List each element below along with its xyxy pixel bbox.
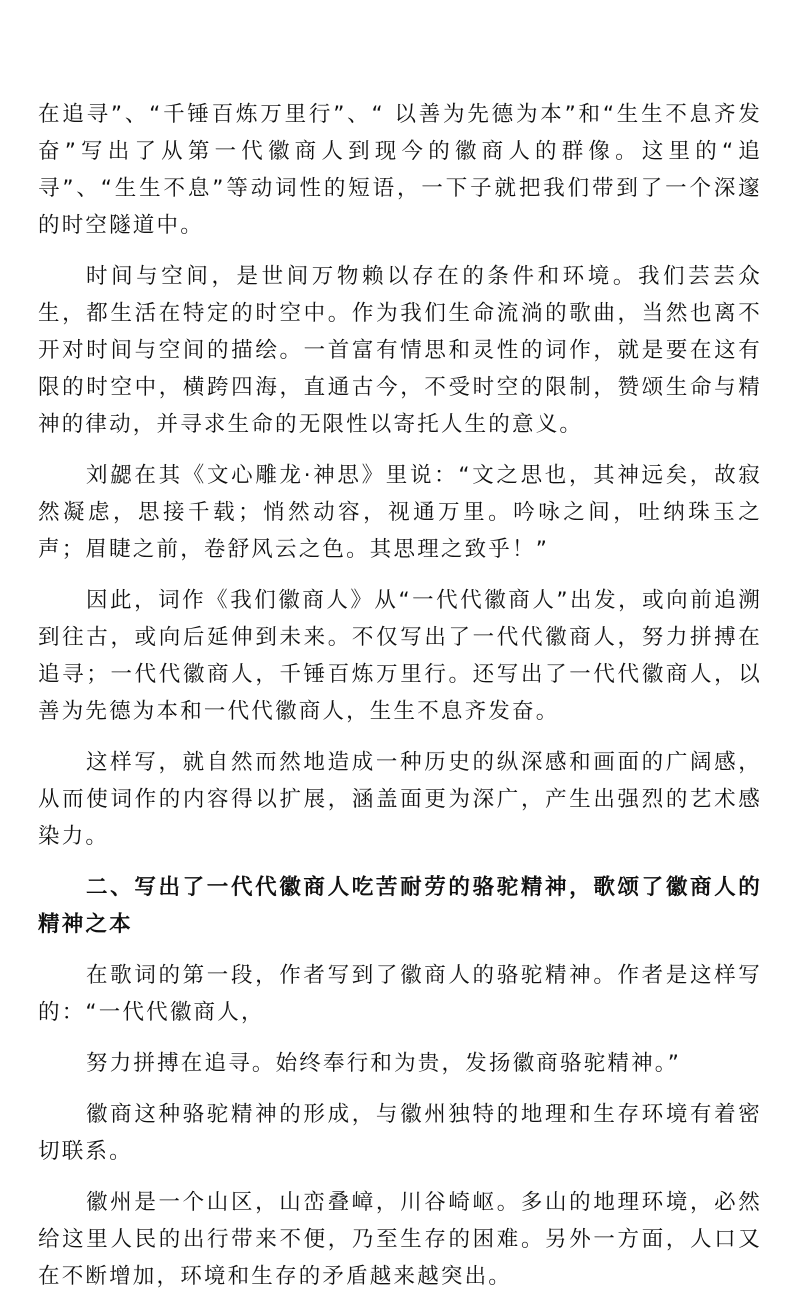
paragraph-huizhou-geography: 徽州是一个山区，山峦叠嶂，川谷崎岖。多山的地理环境，必然给这里人民的出行带来不便，乃至生存的困难。另外一方面，人口又在不断增加，环境和生存的矛盾越来越突出。 [38, 1190, 762, 1289]
paragraph-continuation: 在追寻”、“千锤百炼万里行”、“ 以善为先德为本”和“生生不息齐发奋”写出了从第一代徽商人到现今的徽商人的群像。这里的“追寻”、“生生不息”等动词性的短语，一下子就把我们带到了一个深邃的时空隧道中。 [38, 102, 762, 238]
paragraph-first-stanza: 在歌词的第一段，作者写到了徽商人的骆驼精神。作者是这样写的：“一代代徽商人， [38, 963, 762, 1025]
paragraph-therefore: 因此，词作《我们徽商人》从“一代代徽商人”出发，或向前追溯到往古，或向后延伸到未来。不仅写出了一代代徽商人，努力拼搏在追寻；一代代徽商人，千锤百炼万里行。还写出了一代代徽商人，以善为先德为本和一代代徽商人，生生不息齐发奋。 [38, 588, 762, 724]
section-heading: 二、写出了一代代徽商人吃苦耐劳的骆驼精神，歌颂了徽商人的精神之本 [38, 875, 762, 937]
paragraph-depth-effect: 这样写，就自然而然地造成一种历史的纵深感和画面的广阔感，从而使词作的内容得以扩展，涵盖面更为深广，产生出强烈的艺术感染力。 [38, 750, 762, 849]
paragraph-camel-spirit: 徽商这种骆驼精神的形成，与徽州独特的地理和生存环境有着密切联系。 [38, 1102, 762, 1164]
paragraph-lyric-line: 努力拼搏在追寻。始终奉行和为贵，发扬徽商骆驼精神。” [86, 1051, 682, 1076]
paragraph-time-space: 时间与空间，是世间万物赖以存在的条件和环境。我们芸芸众生，都生活在特定的时空中。作为我们生命流淌的歌曲，当然也离不开对时间与空间的描绘。一首富有情思和灵性的词作，就是要在这有限的时空中，横跨四海，直通古今，不受时空的限制，赞颂生命与精神的律动，并寻求生命的无限性以寄托人生的意义。 [38, 264, 762, 437]
paragraph-liu-xie-quote: 刘勰在其《文心雕龙·神思》里说：“文之思也，其神远矣，故寂然凝虑，思接千载；悄然动容，视通万里。吟咏之间，吐纳珠玉之声；眉睫之前，卷舒风云之色。其思理之致乎！” [38, 463, 762, 562]
